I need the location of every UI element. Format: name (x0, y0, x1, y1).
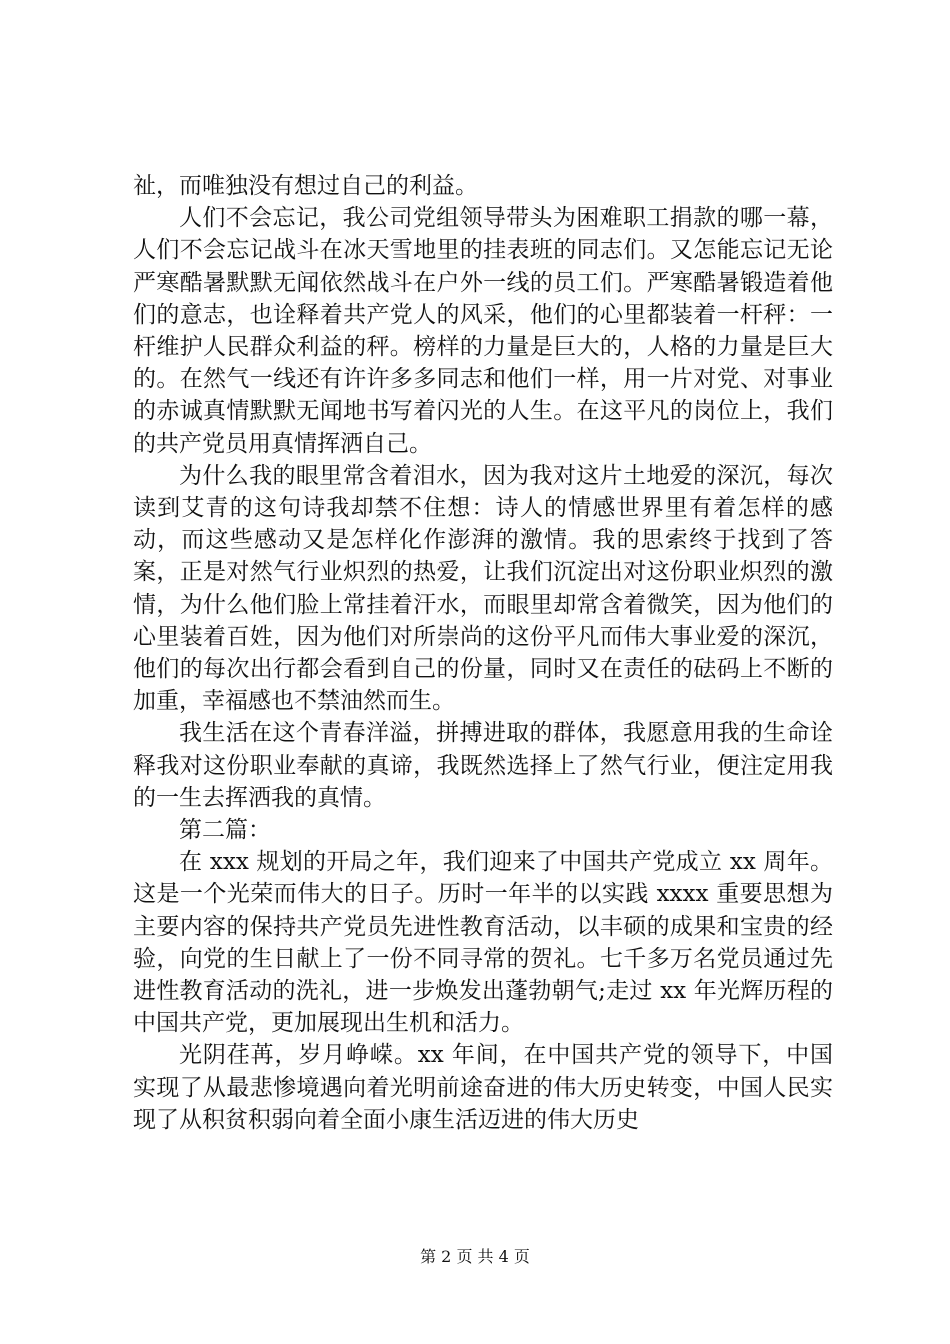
paragraph-6: 光阴荏苒，岁月峥嵘。xx 年间，在中国共产党的领导下，中国实现了从最悲惨境遇向着光明前途奋进的伟大历史转变，中国人民实现了从积贫积弱向着全面小康生活迈进的伟大历史 (133, 1042, 833, 1133)
document-body (133, 170, 833, 1136)
paragraph-1: 祉，而唯独没有想过自己的利益。 (133, 173, 478, 199)
page-number-footer: 第 2 页 共 4 页 (420, 1247, 530, 1266)
paragraph-4: 我生活在这个青春洋溢，拼搏进取的群体，我愿意用我的生命诠释我对这份职业奉献的真谛，我既然选择上了然气行业，便注定用我的一生去挥洒我的真情。 (133, 720, 833, 811)
section-heading: 第二篇： (179, 817, 271, 844)
paragraph-2: 人们不会忘记，我公司党组领导带头为困难职工捐款的哪一幕，人们不会忘记战斗在冰天雪地里的挂表班的同志们。又怎能忘记无论严寒酷暑默默无闻依然战斗在户外一线的员工们。严寒酷暑锻造着他们的意志，也诠释着共产党人的风采，他们的心里都装着一杆秤：一杆维护人民群众利益的秤。榜样的力量是巨大的，人格的力量是巨大的。在然气一线还有许许多多同志和他们一样，用一片对党、对事业的赤诚真情默默无闻地书写着闪光的人生。在这平凡的岗位上，我们的共产党员用真情挥洒自己。 (133, 205, 833, 457)
paragraph-3: 为什么我的眼里常含着泪水，因为我对这片土地爱的深沉，每次读到艾青的这句诗我却禁不住想：诗人的情感世界里有着怎样的感动，而这些感动又是怎样化作澎湃的激情。我的思索终于找到了答案，正是对然气行业炽烈的热爱，让我们沉淀出对这份职业炽烈的激情，为什么他们脸上常挂着汗水，而眼里却常含着微笑，因为他们的心里装着百姓，因为他们对所崇尚的这份平凡而伟大事业爱的深沉，他们的每次出行都会看到自己的份量，同时又在责任的砝码上不断的加重，幸福感也不禁油然而生。 (133, 462, 833, 715)
paragraph-5: 在 xxx 规划的开局之年，我们迎来了中国共产党成立 xx 周年。这是一个光荣而伟大的日子。历时一年半的以实践 xxxx 重要思想为主要内容的保持共产党员先进性教育活动，以丰硕的成果和宝贵的经验，向党的生日献上了一份不同寻常的贺礼。七千多万名党员通过先进性教育活动的洗礼，进一步焕发出蓬勃朝气;走过 xx 年光辉历程的中国共产党，更加展现出生机和活力。 (133, 849, 833, 1037)
